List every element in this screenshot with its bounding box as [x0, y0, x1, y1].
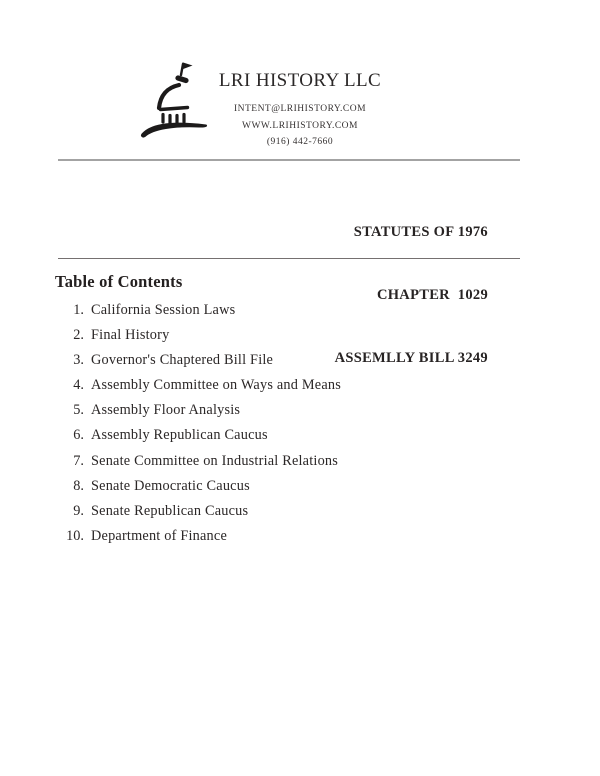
divider-top: [58, 159, 520, 161]
toc-list: [55, 302, 341, 553]
toc-item-label: Assembly Floor Analysis: [91, 402, 241, 419]
toc-item-label: Assembly Republican Caucus: [91, 427, 268, 444]
toc-item-number: 5.: [73, 402, 84, 419]
toc-item: [55, 478, 341, 503]
toc-item-number: 4.: [73, 377, 84, 394]
toc-item-label: Senate Republican Caucus: [91, 502, 249, 519]
letterhead-email: INTENT@LRIHISTORY.COM: [233, 104, 367, 114]
toc-item: [55, 327, 341, 352]
toc-item-label: Final History: [91, 327, 170, 344]
toc-item-number: 2.: [73, 327, 84, 344]
toc-item-label: Governor's Chaptered Bill File: [91, 352, 274, 369]
letterhead-website: WWW.LRIHISTORY.COM: [242, 120, 358, 131]
toc-item-number: 3.: [73, 352, 84, 369]
toc-item-label: Assembly Committee on Ways and Means: [91, 377, 341, 394]
toc-item: [55, 402, 341, 427]
toc-item: [55, 352, 341, 377]
toc-item: [55, 453, 341, 478]
divider-bottom: [58, 258, 520, 259]
toc-item: [55, 427, 341, 452]
toc-item-label: California Session Laws: [91, 302, 236, 318]
toc-item: [55, 302, 341, 327]
toc-item-number: 9.: [73, 502, 84, 519]
toc-item-number: 10.: [66, 527, 84, 544]
toc-item-number: 6.: [73, 427, 84, 444]
company-name: LRI HISTORY LLC: [218, 70, 382, 91]
toc-item-label: Senate Democratic Caucus: [91, 477, 250, 494]
toc-item-label: Senate Committee on Industrial Relations: [91, 452, 339, 469]
statute-header: [335, 180, 488, 411]
letterhead-text: [0, 70, 600, 151]
toc-item-label: Department of Finance: [91, 527, 227, 544]
toc-item: [55, 528, 341, 553]
toc-item-number: 1.: [73, 302, 84, 318]
toc-item: [55, 503, 341, 528]
statute-line-bill: ASSEMLLY BILL 3249: [334, 350, 488, 366]
toc-item: [55, 377, 341, 402]
statute-line-chapter: CHAPTER 1029: [376, 287, 488, 303]
statute-line-year: STATUTES OF 1976: [353, 224, 488, 240]
toc-item-number: 8.: [73, 477, 84, 494]
letterhead-phone: (916) 442-7660: [266, 137, 334, 147]
toc-heading: Table of Contents: [55, 272, 183, 291]
toc-item-number: 7.: [73, 452, 84, 469]
